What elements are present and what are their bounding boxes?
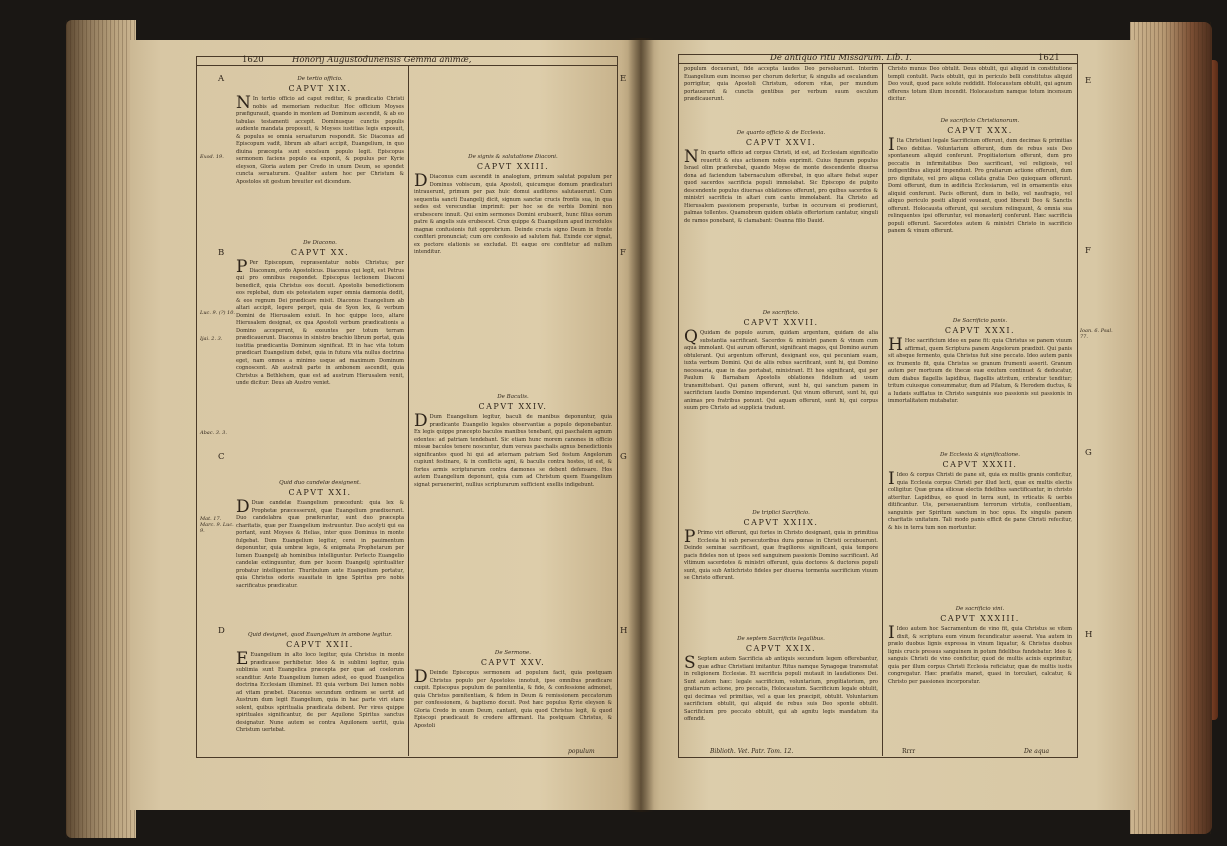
section-title: Quid designet, quod Euangelium in ambone legitur. <box>247 632 393 638</box>
section-title: De Diacono. <box>303 240 337 246</box>
margin-letter: H <box>1085 630 1093 640</box>
right-column-rule <box>882 63 883 756</box>
right-page-column-2 <box>888 66 1072 754</box>
right-page <box>640 40 1135 810</box>
left-page-number: 1620 <box>242 55 264 65</box>
drop-cap: I <box>888 135 895 155</box>
right-catchword: De aqua <box>1024 748 1050 755</box>
chapter-heading: CAPVT XXVI. <box>745 138 817 147</box>
section-text: Dum Euangelium legitur, baculi de manibus deponuntur, quia prædicante Euangelio legales observantiæ a populo deponebantur. Ex legis quippe præcepto baculos manibus tenebant, qui paschalem agnum edentes: ad patriam tendebant. Sic etiam hunc morem canones in officio missæ baculos tenere noscuntur, dum versus paschalis agnus benedictionis significantes quod hi qui ad æternam patriam Sed festum Angelorum cupiunt festinare, & in conflictis agni, & baculis contra hostes, id est, & fortes armis scripturarum contra dæmones se debent defensare. Hos autem Euangelium deponunt, quia cum ad Christum quem Euangelium signat peruenerint, nullius scripturarum sufficient exellis indigebunt. <box>414 414 612 488</box>
margin-letter: G <box>620 452 627 462</box>
section-title: De Sacrificio panis. <box>952 318 1008 324</box>
margin-letter: D <box>218 626 225 636</box>
chapter-heading: CAPVT XXIX. <box>745 644 817 653</box>
chapter-heading: CAPVT XIX. <box>288 84 352 93</box>
section-text: Hoc sacrificium ideo ex pane fit: quia Christus se panem viuum affirmat, quem Scriptura panem Angelorum prædixit. Qui panis sit absque fermento, quia Christus fuit sine peccato. Ideo autem panis ex frumento fit, quia Christus se granum frumenti asserit. Granum autem per mortuum de thecæ suæ exutum continuet & deducatur, dum diabus flagellis lapidibus, flagellis attritum, cribratur tenditur; tritum cuiusque consummatur, dum ad Pilatum, & Herodem ductus, & a Iudæis sufflatus in Christo sanguinis suo passionis sui passionis in immortalitatem mutabatur. <box>888 338 1072 404</box>
drop-cap: P <box>684 527 696 547</box>
right-page-edges <box>1130 22 1212 834</box>
chapter-heading: CAPVT XXX. <box>947 126 1013 135</box>
margin-gloss: Ioan. 6. Psal. 77. <box>1080 328 1113 340</box>
drop-cap: I <box>888 623 895 643</box>
left-catchword: populum <box>568 748 595 755</box>
section-title: De Ecclesia & significatione. <box>939 452 1021 458</box>
chapter-heading: CAPVT XXV. <box>480 658 546 667</box>
margin-gloss: Mat. 17. Marc. 9. Luc. 9. <box>200 516 234 534</box>
section-block <box>236 632 404 754</box>
left-column-rule <box>408 65 409 756</box>
section-text: In quarto officio ad corpus Christi, id est, ad Ecclesiam significatio reuertit & eius actionem nobis exprimit. Cuius figuram populus Israel olim præferebat, quando Moyse de monte descendente diuersa dona ad faciendum tabernaculum offerebat, in quo altare fiebat super quod sacerdos sacrificia populi immolabat. Sic Episcopo de pulpito descendente populus diuersas oblationes offerunt, pro quibus sacerdos & ministri sacrificia in altari cum cantu immolabant. Ita Christo ad Hierusalem passionem properante, turbæ in occursum ei prodierunt, palmas tollentes. Quamobrem quidem oblatis offertorium cantatur, singuli de ramos ponebant, & clamabant: Osanna filio Dauid. <box>684 150 878 224</box>
chapter-heading: CAPVT XX. <box>290 248 350 257</box>
section-block <box>236 240 404 474</box>
section-title: De Sermone. <box>494 650 532 656</box>
section-block <box>684 510 878 630</box>
section-text: In tertio officio ad caput reditur, & prædicatio Christi nobis ad memoriam reducitur. Hoc officium Moyses præfigurauit, quando in montem ad Dominum ascendit, & ab eo tabulas testamenti accepit. Dominusque cunctis populis audiente mandata proposuit, & Moyses iustitias legis exposuit, & populus se omnia seruaturum respondit. Sic Diaconus ad Episcopum vadit, librum ab altari accipit, Euangelium, in quo diuina præcepta sunt excelsum populo legit. Episcopus sermonem faciens populo ea exponit, & populus per Kyrie eleyson, Gloria autem per Credo in unum Deum, se spondet cuncta seruaturum. Qualiter autem hoc per Christum & Apostolos sit gestum breuiter est dicendum. <box>236 96 404 185</box>
left-page-edges <box>66 20 136 838</box>
margin-gloss: Exod. 19. <box>200 154 224 160</box>
section-title: De tertio officio. <box>297 76 343 82</box>
chapter-heading: CAPVT XXVII. <box>743 318 819 327</box>
section-block <box>888 452 1072 600</box>
section-block <box>888 118 1072 314</box>
drop-cap: D <box>414 667 428 687</box>
footer-sheet-signature: Rrrr <box>902 748 916 755</box>
margin-letter: G <box>1085 448 1092 458</box>
left-page <box>130 40 642 810</box>
footer-signature-line: Biblioth. Vet. Patr. Tom. 12. <box>710 748 794 755</box>
margin-letter: E <box>620 74 627 84</box>
section-text: Per Episcopum, repræsentatur nobis Christus; per Diaconum, ordo Apostolicus. Diaconus qui legit, est Petrus qui pro omnibus respondet. Episcopus lectionem Diaconi benedicit, quia Christus eos docuit. Apostolis benedictionem eos replebat, dum eis potestatem super omnia dæmonia dedit, & eos regnum Dei prædicare misit. Diaconus Euangelium ab altari accipit, legere perget, quia de Syon lex, & verbum Domini de Hierusalem exiuit. In hoc quippe loco, altare Hierusalem designat, ex qua Apostoli verbum prædicationis a Domino acceperunt, & exeuntes per totum terram prædicauerunt. Diaconus in sinistro brachio librum portat, quia iustitia prædicantia Dominum significat. Et in hac vita totum prædicari Euangelium debet, quia in futura vita nullus doctrina eget, nam omnes a minimo usque ad maximum Dominum cognoscent. Ab australi parte in ambonem ascendit, quia Christus a Bethlehem, quæ est ad austrum Hierusalem venit, unde dicitur: Deus ab Austro veniet. <box>236 260 404 386</box>
section-block <box>684 310 878 504</box>
margin-gloss: Abac. 3. 3. <box>200 430 227 436</box>
section-text: Diaconus cum ascendit in analogium, primum salutat populum per Dominus vobiscum, quia Apostoli, quicumque domum prædicaturi intrauerunt, primum per pax huic domui auditores salutauerunt. Cum sequentia sancti Euangelij dicit, signum sanctæ crucis frontis sua, in qua sedes est verecundiæ imprimit: per hoc se de verbis Domini non erubescere innuit. Qui enim sermones Domini erubuerit, hunc filius eorum patre & angelis suis erubescet. Crux quippe & Euangelium apud incredulos magnæ confusionis fuit opprobrium. Deinde crucis signo Deum in fronte confiteri pronunciat; cum ore confessio ad salutem fiat. Exinde cor signat, ex pectore elationis se excludat. Et eaque ore confitetur ad nullum intenditur. <box>414 174 612 255</box>
section-text: Ideo & corpus Christi de pane sit, quia ex multis granis conficitur, quia Ecclesia corpus Christi per illud lecti, quæ ex multis electis colligitur. Quæ grana siliceæ electis fidelibus sanctificantur, in christo atteritur. Lapidibus, eo quod in terra sunt, in vrticatis & uerbis ditificantur. Uis, perseuerantium terrorum virtutis, confluentiam, sanguinis per Spiritum sanctum in hoc opus. Ex singulis panem charitatis unitatum. Tali modo panis efficit de pane Christi refecitur, & his in terra tum non mortuntur. <box>888 472 1072 531</box>
drop-cap: S <box>684 653 696 673</box>
chapter-heading: CAPVT XXXI. <box>944 326 1016 335</box>
chapter-heading: CAPVT XXIV. <box>478 402 548 411</box>
section-block <box>236 480 404 626</box>
section-block <box>888 318 1072 446</box>
drop-cap: N <box>236 93 251 113</box>
margin-letter: B <box>218 248 225 258</box>
section-text: Quidam de populo aurum, quidam argentum, quidam de alia substantia sacrificant. Sacerdos & ministri panem & vinum cum aqua immolant. Qui aurum offerunt, significant magos, qui Domino aurum obtulerant. Qui argentum offerunt, designant eos, qui pecuniam suam, iuxta verbum Domini. Qui de aliis rebus sacrificant, sunt hi, qui Domino necessaria, quæ in das portabat, ministrant. Et hos significant, qui per Paulum & Barnabam Apostolis oblationes fidelium ad usum transmittebant. Qui panem offerunt, sunt hi, qui sanctum panem in sacrificium laudis Domino impenderunt. Qui vinum offerunt, sunt hi, qui animas pro fratribus ponunt. Qui aquam offerunt, sunt hi, qui corpus suum pro Christo ad supplicia tradunt. <box>684 330 878 411</box>
drop-cap: Q <box>684 327 698 347</box>
left-page-column-2 <box>414 68 612 754</box>
right-head-rule <box>678 63 1077 64</box>
section-title: Quid duo candelæ designent. <box>279 480 361 486</box>
section-block <box>684 130 878 304</box>
left-page-column-1 <box>236 68 404 754</box>
section-text: Septem autem Sacrificia ab antiquis secundum legem offerebantur, quæ adhuc Christiani imitantur. Ritus namque Synagogæ transmutat in religionem Ecclesiæ. Et sacrificia populi mutauit in laudationes Dei. Sunt autem hæc: legale sacrificium, voluntarium, propitiatorium, pro gratiarum actione, pro peccatis, Holocaustum. Sacrificium legale obtulit, qui decimas vel primitias, vel a quæ lex præcipit, obtulit. Voluntarium sacrificium obtulit, qui aliquid de rebus suis Deo sponte obtulit. Sacrificium pro peccato obtulit, qui ab agnitu legis mandatum ita offendit. <box>684 656 878 722</box>
drop-cap: N <box>684 147 699 167</box>
section-text: Primo viri offerunt, qui fortes in Christo designant, quia in primitiua Ecclesia hi sub persecutoribus dura pœnas in Christi occubuerunt. Deinde seminæ sacrificant, quæ fragiliores significant, quia tempore pacis fideles non ut ipsos sed sanguinem passionis Domino sacrificant. Ad vltimum sacerdotes & ministri offerunt, quia doctores & ductores populi sunt, quia sub Antichristo fideles per diuersa tormenta sacrificium viuum se Christo offerunt. <box>684 530 878 581</box>
margin-gloss: Ijai. 2. 3. <box>200 336 223 342</box>
section-block <box>684 636 878 754</box>
chapter-heading: CAPVT XXII. <box>286 640 354 649</box>
section-text: Ita Christiani legale Sacrificium offerunt, dum decimas & primitias Deo debitas. Voluntarium offerunt, dum de rebus suis Deo spontaneum aliquid conferunt. Propitiatorium offerunt, dum pro peccatis in infirmitatibus Deo sacrificant, vel religiosis, vel indigentibus aliquid impendunt. Pro gratiarum actione offerunt, dum pro dignitate, vel pro aliqua collata gratia Deo quiequam offerunt. Domi offerunt, dum in ædificia Ecclesiarum, vel in ornamentis eius aliquid conferunt. Pacis offerunt, dum in bello, vel naufragio, vel aliquo periculo positi aliquid voueant, quod liberati Deo & Sanctis offerunt. Holocausta offerunt, qui seculum relinquunt, & omnia sua relinquentes ipsi offeruntur, vel monasterij conferunt. Hæc sacrificia populi offerunt. Sacerdotes autem & ministri Christo in sacrificio panem & vinum offerunt. <box>888 138 1072 234</box>
drop-cap: H <box>888 335 903 355</box>
chapter-heading: CAPVT XXXIII. <box>940 614 1020 623</box>
margin-letter: F <box>1085 246 1091 256</box>
section-block <box>684 66 878 128</box>
section-title: De triplici Sacrificio. <box>752 510 810 516</box>
section-text: Euangelium in alto loco legitur, quia Christus in monte prædicasse perhibetur. Ideo & in sublimi legitur, quia sublimia sunt Euangelica præcepta per quæ ad coelorum scanditur. Ante Euangelium lumen adest, eo quod Euangelica doctrina Ecclesiam illuminet. Et quia verbum Dei lumen nobis ad vitam præbet. Diaconus secundum ordinem se uertit ad Austrum dum legit Euangelium, quia in hac parte viri stare solent, quibus spiritualia prædicata debent. Per vires quippe spirituales significantur, de per Aquilone Spiritus sanctus designatur. Nune autem se contra Aquilonem uertit, quia Christum uertebat. <box>236 652 404 733</box>
chapter-heading: CAPVT XXIIX. <box>743 518 819 527</box>
chapter-heading: CAPVT XXXII. <box>942 460 1018 469</box>
section-text: Deinde Episcopus sermonem ad populum facit, quia postquam Christus populo per Apostolos innotuit, ipse omnibus prædicare cœpit. Episcopus populum de pœnitentia, & fide, & confessione admonet, quia Christus pœnitentiam, & fidem in Deum & remissionem peccatorum per confessionem, & baptismo docuit. Post hæc populus Kyrie eleyson & Gloria Credo in unum Deum, cantant, quia quod Christus legit, & quod Episcopi prædicauit fe credere affirmant. Ita postquam Christus, & Apostoli <box>414 670 612 729</box>
chapter-heading: CAPVT XXI. <box>288 488 352 497</box>
drop-cap: D <box>414 411 428 431</box>
section-block <box>414 394 612 644</box>
drop-cap: I <box>888 469 895 489</box>
section-title: De sacrificio vini. <box>955 606 1005 612</box>
section-title: De quarto officio & de Ecclesia. <box>736 130 826 136</box>
margin-gloss: Luc. 9. (?) 10. <box>200 310 236 316</box>
section-title: De sacrificio Christianorum. <box>940 118 1020 124</box>
section-text: Christo munus Deo obtulit. Deus obtulit, qui aliquid in constitutione templi contulit. Pacis obtulit, qui in periculo belli constitutus aliquid Deo vouit, quod pace solute reddidit. Holocaustum obtulit, qui agnum offerens totum illum incendit. Holocaustum namque totum incensum dicitur. <box>888 66 1072 102</box>
right-page-column-1 <box>684 66 878 754</box>
margin-letter: H <box>620 626 628 636</box>
margin-letter: C <box>218 452 225 462</box>
section-title: De signis & salutatione Diaconi. <box>468 154 558 160</box>
drop-cap: E <box>236 649 249 669</box>
margin-letter: E <box>1085 76 1092 86</box>
section-text: Duæ candelæ Euangelium præcedunt: quia lex & Prophetæ præcesserunt, quæ Euangelium prædixerunt. Duo candelabra quæ præferuntur, sunt duo præcepta charitatis, quæ per Euangelium instruuntur. Duo acolyti qui ea portant, sunt Moyses & Helias, inter quos Dominus in monte fulgebat. Dum Euangelium legitur, cerei in pauimentum deponuntur, quia umbræ legis, & enigmata Prophetarum per lumen Euangelij ab hominibus intelliguntur. Perlecto Euangelio candelæ extinguuntur, dum per lucem Euangelij spiritualiter probatur intelligentur. Thuribulum ante Euangelium portatur, quia Christus odoris suauitate in igne Spiritus pro nobis sacrificatus prædicatur. <box>236 500 404 589</box>
drop-cap: D <box>414 171 428 191</box>
drop-cap: P <box>236 257 248 277</box>
section-title: De Baculis. <box>497 394 529 400</box>
left-running-head: Honorij Augustodunensis Gemma animæ, <box>292 55 472 65</box>
section-block <box>414 650 612 754</box>
book-gutter <box>628 38 654 812</box>
section-block <box>888 606 1072 754</box>
section-block <box>414 154 612 388</box>
right-running-head: De antiquo ritu Missarum. Lib. I. <box>770 53 912 63</box>
left-head-rule <box>196 65 617 66</box>
section-text: Ideo autem hoc Sacramentum de vino fit, quia Christus se vitem dixit, & scriptura eum vinum fecundicatur asserat. Vua autem in prælo duobus lignis expressa in vinum liquatur, & Christus duobus lignis crucis pressus sanguinem in potum fidelibus fundebatur. Ideo & sanguis Christi de vino conficitur, quod de multis acinis exprimitur, quia per illum corpus Christi Ecclesia reficiatur, quæ de multis iustis congregatur. Hæc præfatis manet, quasi in torculari, calcatur, & Christo per passiones incorporatur. <box>888 626 1072 685</box>
right-page-number: 1621 <box>1038 53 1060 63</box>
section-block <box>888 66 1072 116</box>
margin-letter: A <box>218 74 225 84</box>
chapter-heading: CAPVT XXIII. <box>476 162 550 171</box>
drop-cap: D <box>236 497 250 517</box>
section-block <box>236 76 404 234</box>
section-text: populum docuerant, fide accepta laudes Deo persoluerunt. Interim Euangelium eum incenso per chorum defertur, & singulis ad osculandum porrigitur, quia Apostoli Christum, odorem vitæ, per mundum portauerunt & cunctis gentibus per verbum suum osculum prædicauerunt. <box>684 66 878 102</box>
section-title: De sacrificio. <box>762 310 800 316</box>
section-title: De septem Sacrificiis legalibus. <box>737 636 825 642</box>
margin-letter: F <box>620 248 626 258</box>
